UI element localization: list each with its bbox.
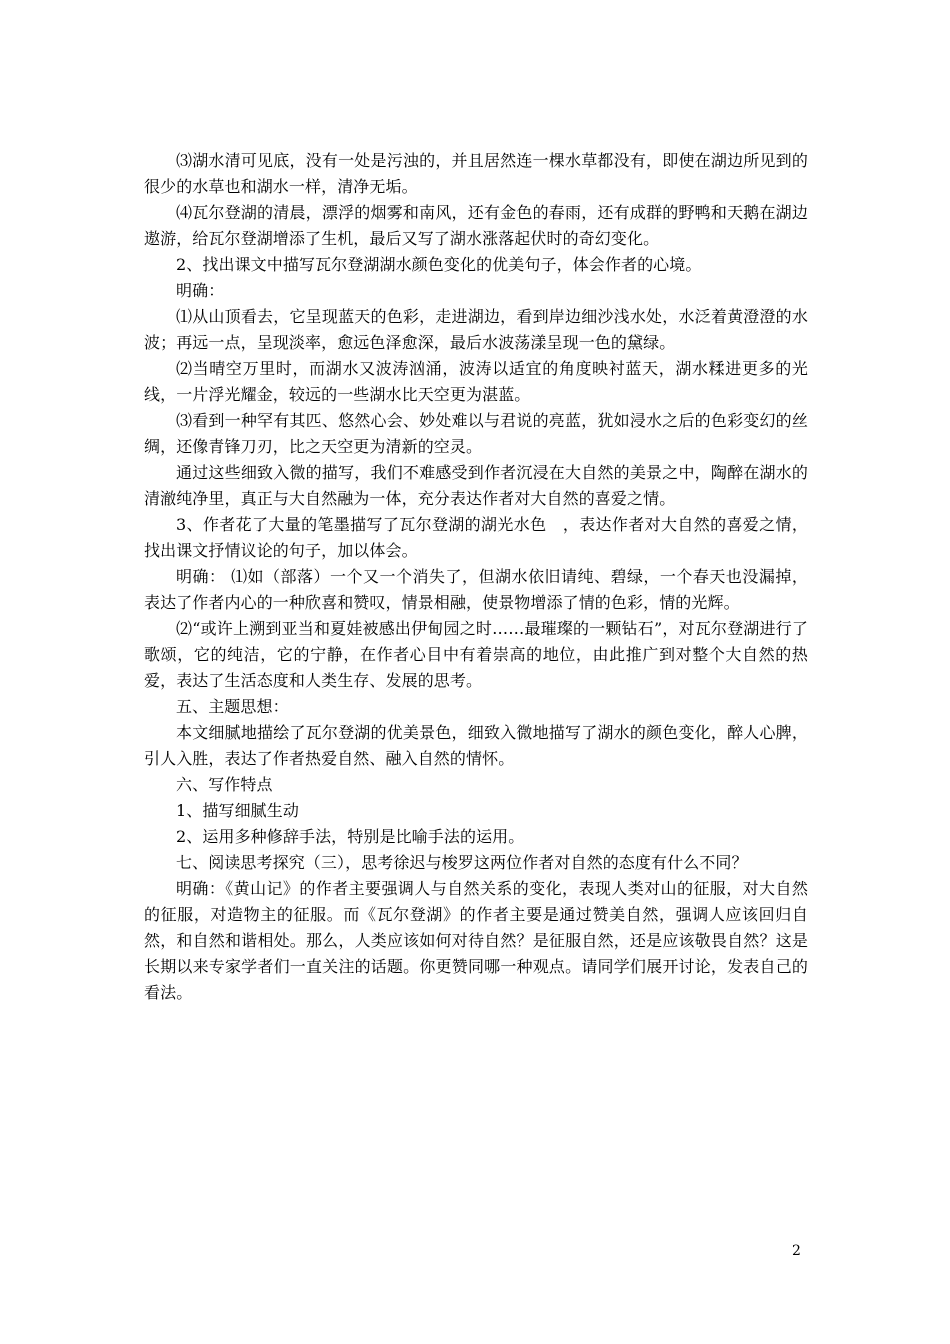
section-heading-writing: 六、写作特点 xyxy=(176,775,273,794)
writing-feature-1: 1、描写细腻生动 xyxy=(176,801,299,820)
answer-label: 明确： xyxy=(176,281,225,300)
paragraph-answer-4: ⑷瓦尔登湖的清晨，漂浮的烟雾和南风，还有金色的春雨，还有成群的野鸭和天鹅在湖边遨游，给瓦尔登湖增添了生机，最后又写了湖水涨落起伏时的奇幻变化。 xyxy=(144,203,808,248)
reading-answer: 明确：《黄山记》的作者主要强调人与自然关系的变化，表现人类对山的征服，对大自然的征服，对造物主的征服。而《瓦尔登湖》的作者主要是通过赞美自然，强调人应该回归自然，和自然和谐相处。那么，人类应该如何对待自然？是征服自然，还是应该敬畏自然？这是长期以来专家学者们一直关注的话题。你更赞同哪一种观点。请同学们展开讨论，发表自己的看法。 xyxy=(144,879,808,1002)
section-heading-reading: 七、阅读思考探究（三），思考徐迟与梭罗这两位作者对自然的态度有什么不同？ xyxy=(176,853,748,872)
answer-3-part-2: ⑵“或许上溯到亚当和夏娃被感出伊甸园之时……最璀璨的一颗钻石”，对瓦尔登湖进行了歌颂，它的纯洁，它的宁静，在作者心目中有着崇高的地位，由此推广到对整个大自然的热爱，表达了生活态度和人类生存、发展的思考。 xyxy=(144,619,808,690)
color-sentence-2: ⑵当晴空万里时，而湖水又波涛汹涌，波涛以适宜的角度映衬蓝天，湖水糅进更多的光线，一片浮光耀金，较远的一些湖水比天空更为湛蓝。 xyxy=(144,359,808,404)
question-3: 3、作者花了大量的笔墨描写了瓦尔登湖的湖光水色 ，表达作者对大自然的喜爱之情，找出课文抒情议论的句子，加以体会。 xyxy=(144,515,808,560)
writing-feature-2: 2、运用多种修辞手法，特别是比喻手法的运用。 xyxy=(176,827,525,846)
document-body xyxy=(144,148,808,1006)
answer-3-part-1: 明确： ⑴如（部落）一个又一个消失了，但湖水依旧请纯、碧绿，一个春天也没漏掉，表达了作者内心的一种欣喜和赞叹，情景相融，使景物增添了情的色彩，情的光辉。 xyxy=(144,567,808,612)
section-heading-theme: 五、主题思想： xyxy=(176,697,289,716)
color-sentence-3: ⑶看到一种罕有其匹、悠然心会、妙处难以与君说的亮蓝，犹如浸水之后的色彩变幻的丝绸，还像青锋刀刃，比之天空更为清新的空灵。 xyxy=(144,411,808,456)
page-number: 2 xyxy=(792,1243,801,1259)
paragraph-answer-3: ⑶湖水清可见底，没有一处是污浊的，并且居然连一棵水草都没有，即使在湖边所见到的很少的水草也和湖水一样，清净无垢。 xyxy=(144,151,808,196)
summary-paragraph: 通过这些细致入微的描写，我们不难感受到作者沉浸在大自然的美景之中，陶醉在湖水的清澈纯净里，真正与大自然融为一体，充分表达作者对大自然的喜爱之情。 xyxy=(144,463,808,508)
question-2: 2、找出课文中描写瓦尔登湖湖水颜色变化的优美句子，体会作者的心境。 xyxy=(176,255,702,274)
theme-paragraph: 本文细腻地描绘了瓦尔登湖的优美景色，细致入微地描写了湖水的颜色变化，醉人心脾，引人入胜，表达了作者热爱自然、融入自然的情怀。 xyxy=(144,723,808,768)
color-sentence-1: ⑴从山顶看去，它呈现蓝天的色彩，走进湖边，看到岸边细沙浅水处，水泛着黄澄澄的水波；再远一点，呈现淡率，愈远色泽愈深，最后水波荡漾呈现一色的黛绿。 xyxy=(144,307,808,352)
